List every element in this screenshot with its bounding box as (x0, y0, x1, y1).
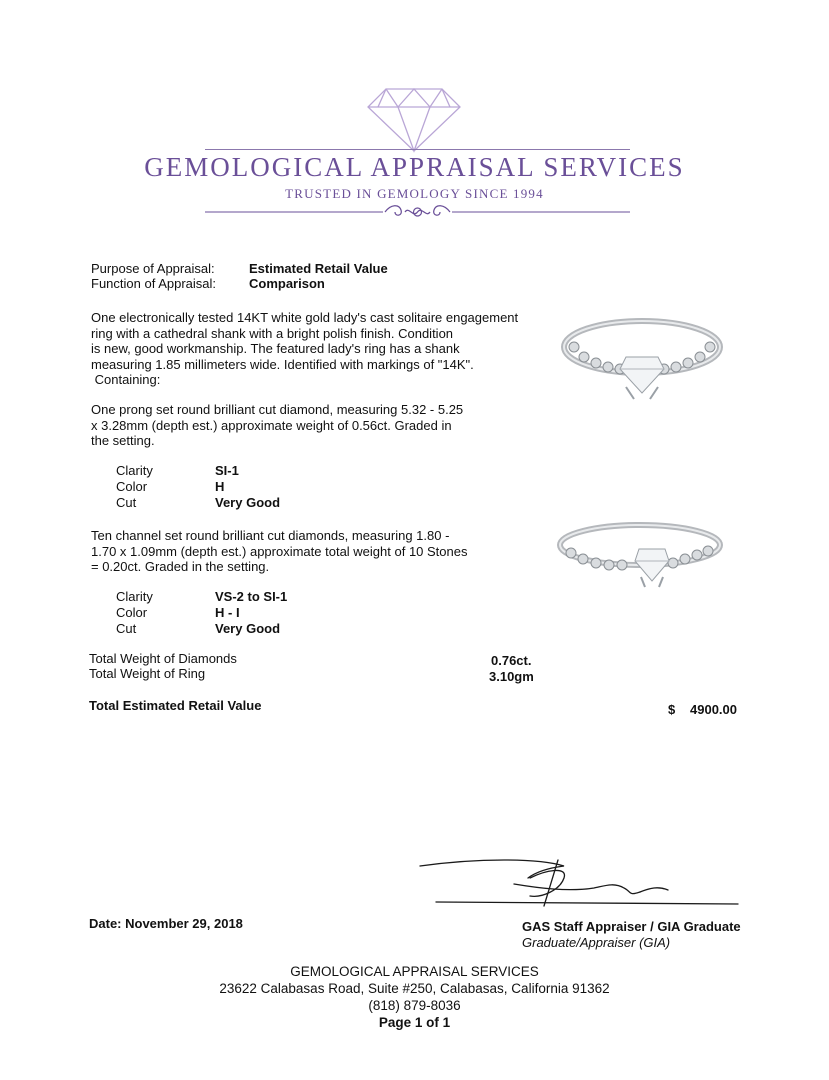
company-tagline: TRUSTED IN GEMOLOGY SINCE 1994 (285, 186, 544, 201)
stone1-grade-color (116, 479, 416, 495)
stone1-line: the setting. (91, 433, 155, 449)
ring-description (91, 310, 561, 388)
flourish-ornament-icon (205, 202, 630, 222)
stone2-line: Ten channel set round brilliant cut diamonds, measuring 1.80 - (91, 528, 450, 543)
stone1-grade-clarity (116, 463, 416, 479)
function-value: Comparison (249, 276, 325, 291)
appraiser-title: GAS Staff Appraiser / GIA Graduate (522, 919, 741, 934)
purpose-label: Purpose of Appraisal: (91, 261, 215, 276)
total-ring-value: 3.10gm (489, 669, 534, 684)
stone2-description (91, 528, 511, 575)
stone2-grade-clarity (116, 589, 416, 605)
stone1-line: x 3.28mm (depth est.) approximate weight of 0.56ct. Graded in (91, 417, 452, 433)
description-line: One electronically tested 14KT white gold lady's cast solitaire engagement (91, 310, 519, 325)
diamond-logo-icon (364, 85, 464, 153)
grade-label: Cut (116, 495, 137, 510)
handwritten-signature (418, 852, 743, 912)
appraiser-subtitle: Graduate/Appraiser (GIA) (522, 935, 671, 950)
total-diamonds-label: Total Weight of Diamonds (89, 651, 237, 666)
footer-company: GEMOLOGICAL APPRAISAL SERVICES (290, 964, 539, 979)
total-retail-currency: $ (668, 702, 676, 717)
grade-label: Color (116, 605, 148, 620)
grade-label: Clarity (116, 463, 153, 478)
description-line: Containing: (91, 372, 161, 388)
purpose-value: Estimated Retail Value (249, 261, 388, 276)
ring-photo-side (555, 515, 725, 610)
grade-label: Color (116, 479, 148, 494)
total-ring-label: Total Weight of Ring (89, 666, 206, 681)
stone1-description (91, 402, 551, 449)
grade-value: H (215, 479, 225, 494)
grade-value: SI-1 (215, 463, 239, 478)
ring-photo-front (560, 305, 725, 415)
company-name: GEMOLOGICAL APPRAISAL SERVICES (144, 152, 685, 182)
logo-rule-top (205, 149, 630, 150)
grade-value: H - I (215, 605, 240, 620)
stone2-grade-color (116, 605, 416, 621)
stone1-line: One prong set round brilliant cut diamond, measuring 5.32 - 5.25 (91, 402, 464, 417)
appraisal-date: Date: November 29, 2018 (89, 916, 243, 931)
description-line: is new, good workmanship. The featured lady's ring has a shank (91, 341, 460, 357)
stone1-grade-cut (116, 495, 416, 511)
footer-phone: (818) 879-8036 (368, 998, 461, 1013)
grade-value: VS-2 to SI-1 (215, 589, 288, 604)
description-line: ring with a cathedral shank with a bright polish finish. Condition (91, 325, 454, 341)
grade-value: Very Good (215, 621, 281, 636)
total-retail-label: Total Estimated Retail Value (89, 698, 262, 713)
footer-address: 23622 Calabasas Road, Suite #250, Calabasas, California 91362 (219, 981, 610, 996)
total-diamonds-value: 0.76ct. (491, 653, 532, 668)
function-label: Function of Appraisal: (91, 276, 217, 291)
page-number: Page 1 of 1 (378, 1015, 451, 1030)
total-retail-value: 4900.00 (690, 702, 737, 717)
stone2-line: = 0.20ct. Graded in the setting. (91, 559, 270, 575)
grade-value: Very Good (215, 495, 281, 510)
stone2-grade-cut (116, 621, 416, 637)
stone2-line: 1.70 x 1.09mm (depth est.) approximate total weight of 10 Stones (91, 543, 468, 559)
grade-label: Cut (116, 621, 137, 636)
grade-label: Clarity (116, 589, 153, 604)
description-line: measuring 1.85 millimeters wide. Identified with markings of "14K". (91, 356, 474, 372)
